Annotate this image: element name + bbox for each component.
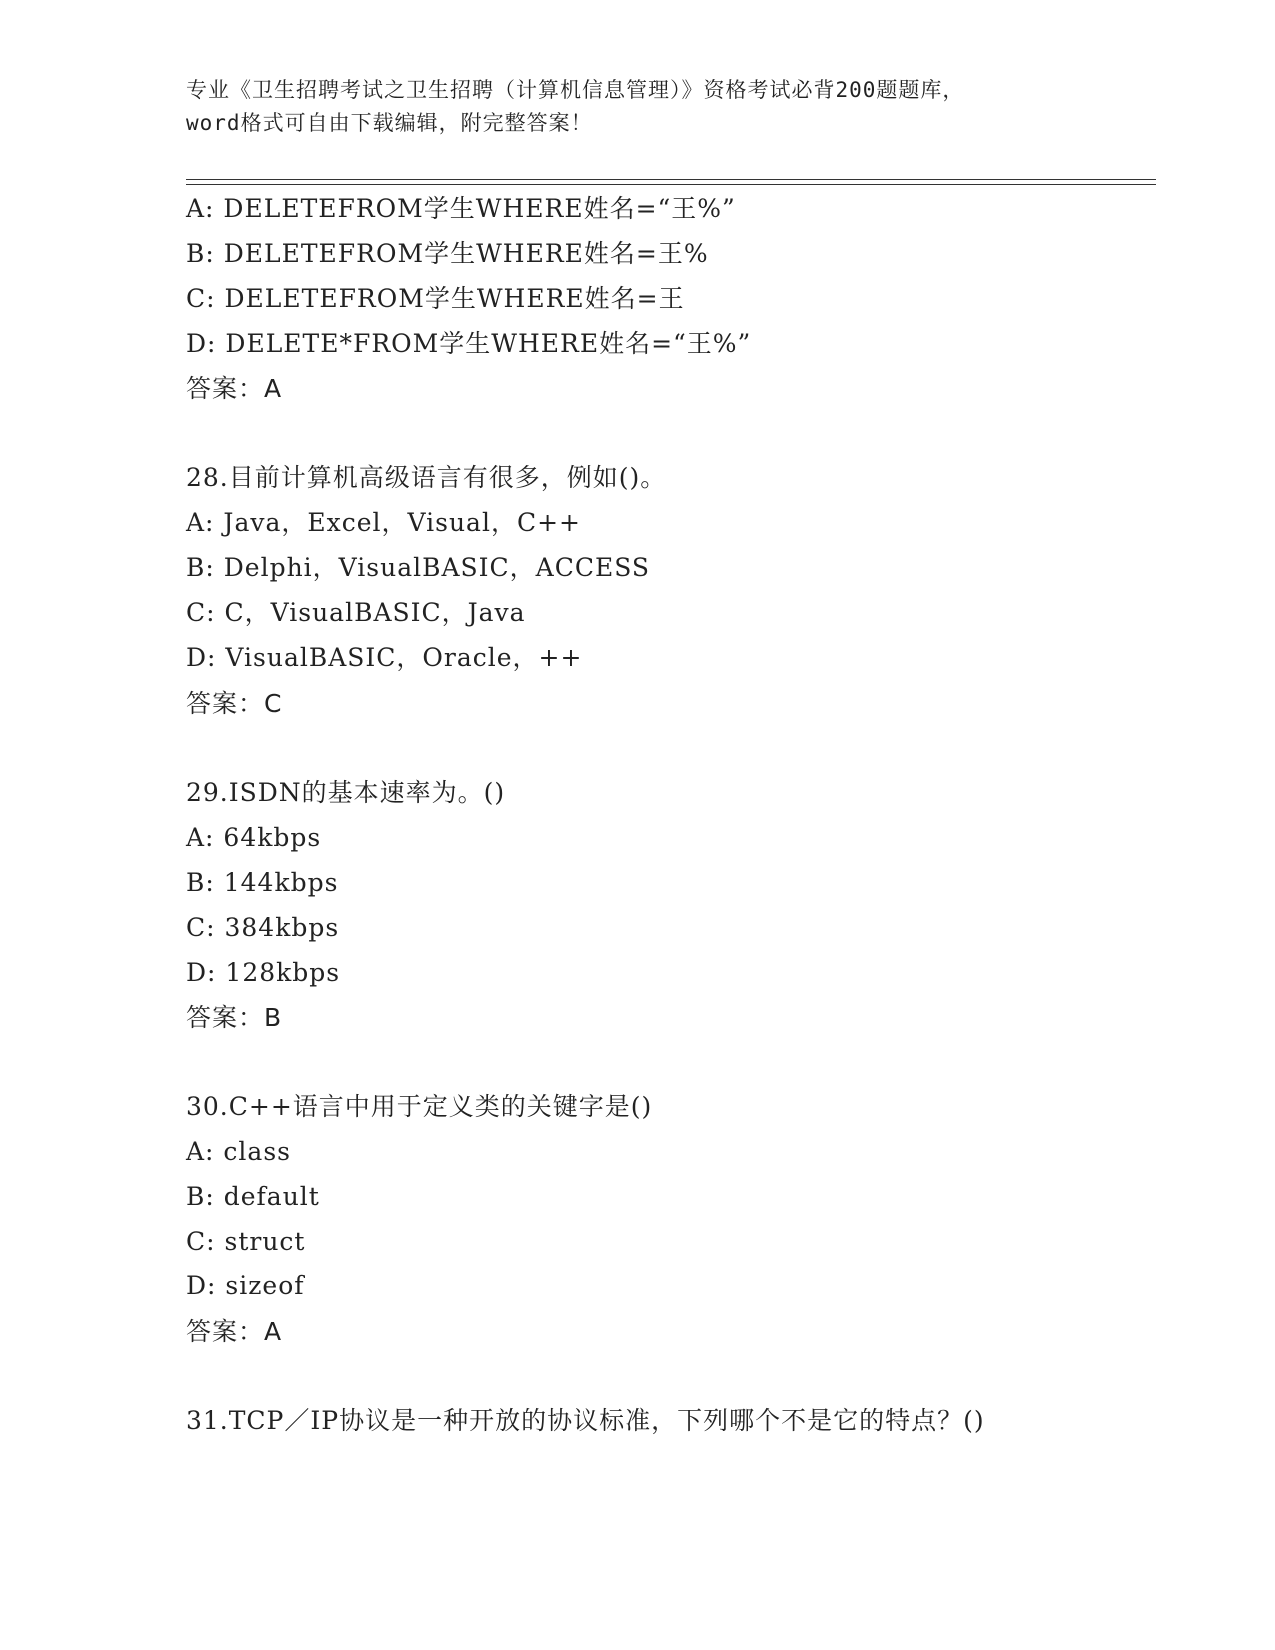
q27-answer: 答案：A	[186, 374, 283, 403]
q28-option-d: D: VisualBASIC，Oracle，++	[186, 643, 583, 672]
q28-option-a: A: Java，Excel，Visual，C++	[186, 508, 581, 537]
q28-question: 28.目前计算机高级语言有很多，例如()。	[186, 463, 667, 492]
q29-answer: 答案：B	[186, 1003, 283, 1032]
q30-question: 30.C++语言中用于定义类的关键字是()	[186, 1092, 653, 1121]
header-divider-top	[186, 179, 1156, 180]
q31-question: 31.TCP／IP协议是一种开放的协议标准，下列哪个不是它的特点？()	[186, 1406, 985, 1435]
q30-option-d: D: sizeof	[186, 1271, 305, 1300]
q30-option-c: C: struct	[186, 1227, 306, 1256]
q28-option-b: B: Delphi，VisualBASIC，ACCESS	[186, 553, 651, 582]
q30-answer: 答案：A	[186, 1317, 283, 1346]
header-subtitle-line: word格式可自由下载编辑，附完整答案！	[186, 111, 593, 135]
q29-question: 29.ISDN的基本速率为。()	[186, 778, 506, 807]
q29-option-b: B: 144kbps	[186, 868, 339, 897]
q29-option-c: C: 384kbps	[186, 913, 340, 942]
q27-option-a: A: DELETEFROM学生WHERE姓名=“王%”	[186, 194, 736, 223]
q29-option-d: D: 128kbps	[186, 958, 341, 987]
q27-option-d: D: DELETE*FROM学生WHERE姓名=“王%”	[186, 329, 752, 358]
q27-option-b: B: DELETEFROM学生WHERE姓名=王%	[186, 239, 709, 268]
q27-option-c: C: DELETEFROM学生WHERE姓名=王	[186, 284, 685, 313]
header-divider-bottom	[186, 184, 1156, 185]
q30-option-b: B: default	[186, 1182, 320, 1211]
q28-answer: 答案：C	[186, 689, 283, 718]
q29-option-a: A: 64kbps	[186, 823, 322, 852]
q28-option-c: C: C，VisualBASIC，Java	[186, 598, 526, 627]
header-title-line: 专业《卫生招聘考试之卫生招聘（计算机信息管理）》资格考试必背200题题库，	[186, 78, 965, 102]
q30-option-a: A: class	[186, 1137, 291, 1166]
document-header	[186, 74, 1086, 140]
